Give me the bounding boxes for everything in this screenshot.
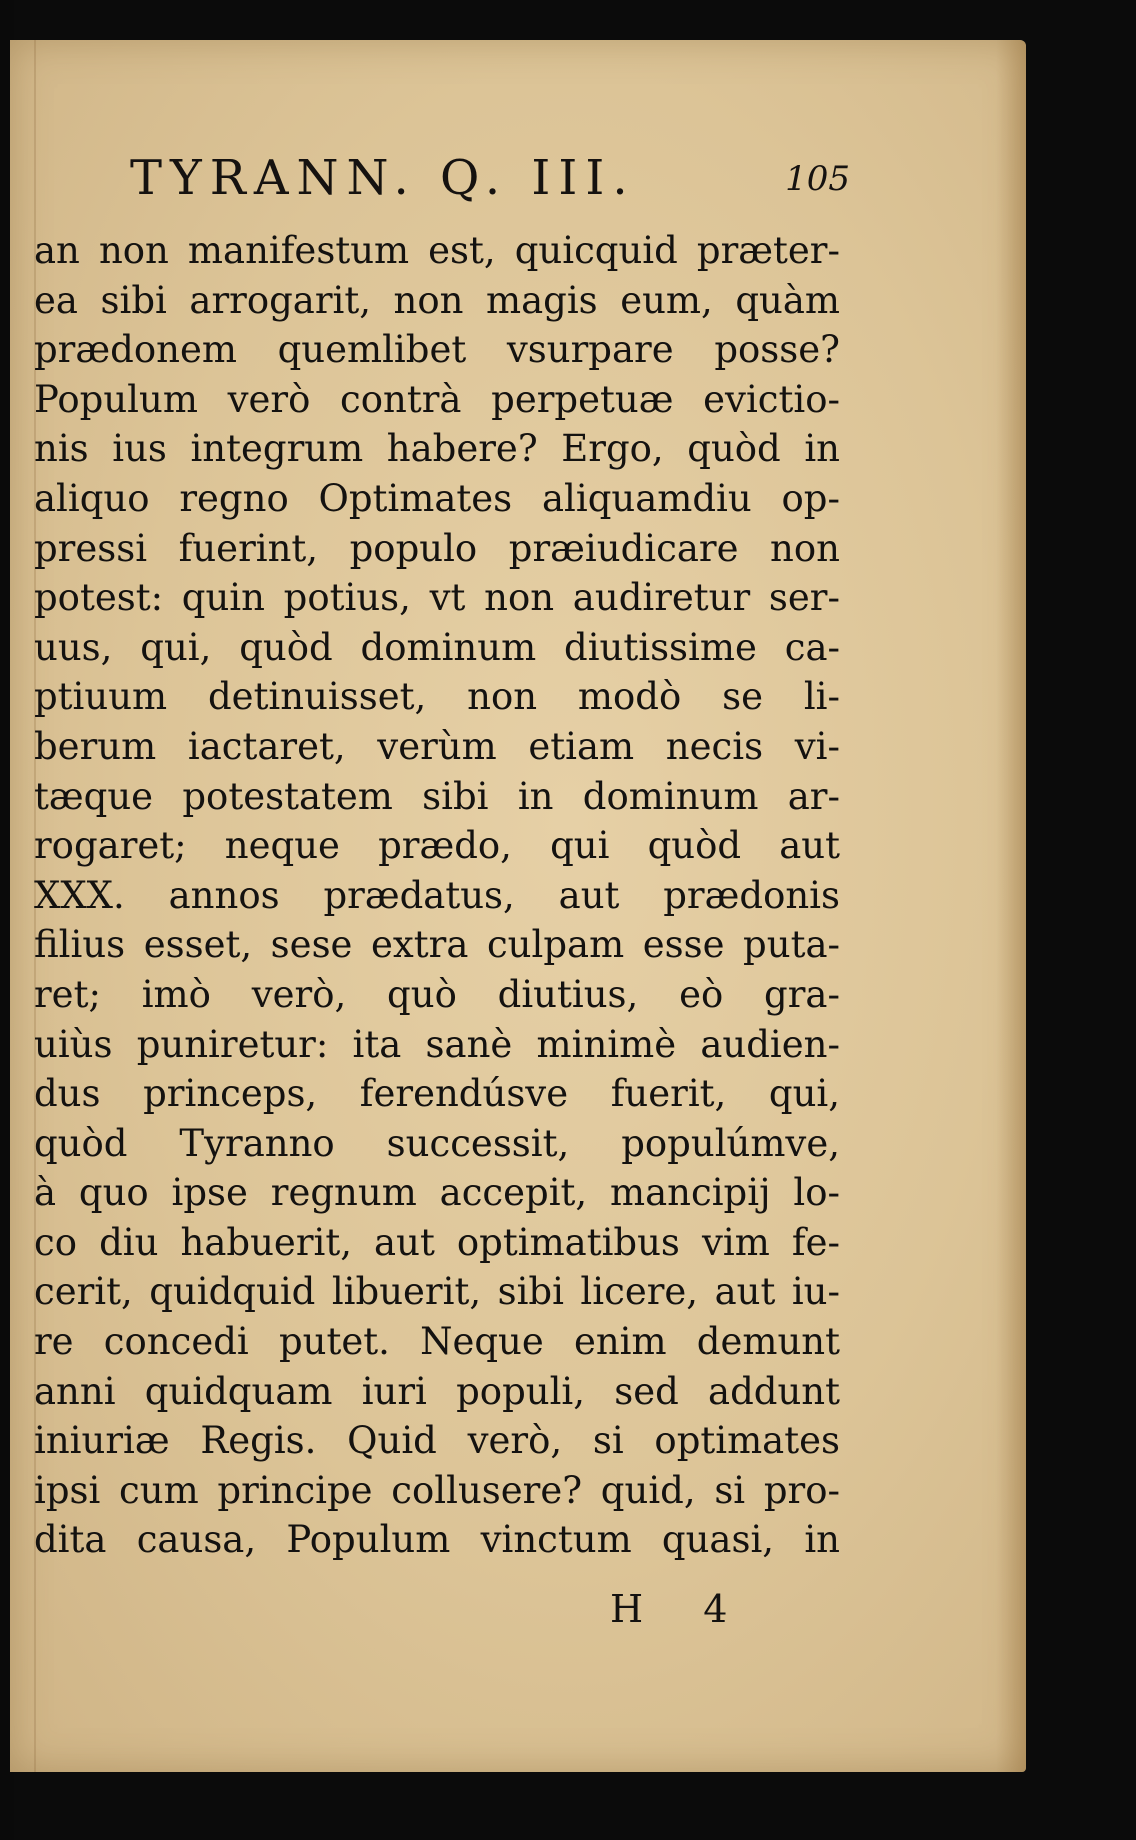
text-line: anni quidquam iuri populi, sed addunt [34,1369,840,1413]
text-line: filius esset, sese extra culpam esse puta- [34,923,840,967]
page-number: 105 [785,159,850,199]
book-page [10,40,1026,1772]
text-line: ea sibi arrogarit, non magis eum, quàm [34,278,840,322]
text-line: dita causa, Populum vinctum quasi, in [34,1518,840,1562]
signature-mark: H 4 [610,1587,752,1631]
text-line: ptiuum detinuisset, non modò se li- [34,675,840,719]
text-line: iniuriæ Regis. Quid verò, si optimates [34,1419,840,1463]
text-line: co diu habuerit, aut optimatibus vim fe- [34,1220,840,1264]
text-line: pressi fuerint, populo præiudicare non [34,526,840,570]
text-line: re concedi putet. Neque enim demunt [34,1320,840,1364]
text-line: berum iactaret, verùm etiam necis vi- [34,724,840,768]
text-line: uus, qui, quòd dominum diutissime ca- [34,625,840,669]
text-line: nis ius integrum habere? Ergo, quòd in [34,427,840,471]
text-line: XXX. annos prædatus, aut prædonis [34,873,840,917]
text-line: ipsi cum principe collusere? quid, si pro- [34,1468,840,1512]
body-text [34,226,840,1565]
text-line: rogaret; neque prædo, qui quòd aut [34,824,840,868]
text-line: dus princeps, ferendúsve fuerit, qui, [34,1072,840,1116]
text-line: an non manifestum est, quicquid præter- [34,229,840,272]
text-line: à quo ipse regnum accepit, mancipij lo- [34,1171,840,1215]
text-line: prædonem quemlibet vsurpare posse? [34,328,840,372]
text-line: potest: quin potius, vt non audiretur ser- [34,576,840,620]
text-line: cerit, quidquid libuerit, sibi licere, aut iu- [34,1270,840,1314]
text-line: aliquo regno Optimates aliquamdiu op- [34,476,840,520]
text-line: Populum verò contrà perpetuæ evictio- [34,377,840,421]
running-head [130,148,850,218]
running-title: TYRANN. Q. III. [130,150,636,206]
text-line: uiùs puniretur: ita sanè minimè audien- [34,1022,840,1066]
text-line: quòd Tyranno successit, populúmve, [34,1121,840,1165]
text-line: tæque potestatem sibi in dominum ar- [34,774,840,818]
text-line: ret; imò verò, quò diutius, eò gra- [34,972,840,1016]
